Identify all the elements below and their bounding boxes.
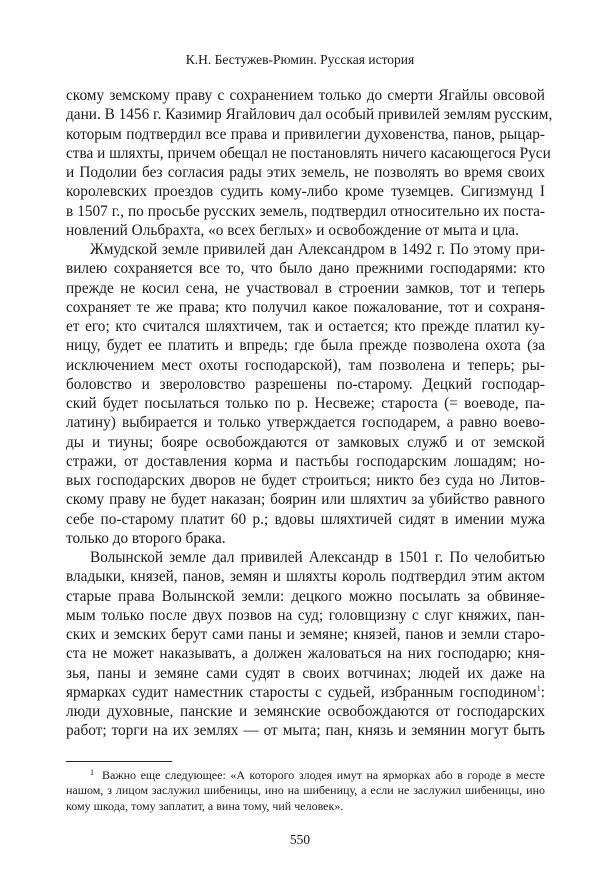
text-line (66, 683, 545, 702)
line-text: стражи, от доставления корма и пастьбы господарским лошадям; но- (66, 452, 545, 470)
text-line (66, 413, 545, 432)
text-line (66, 279, 545, 298)
line-text: себе по-старому платит 60 р.; вдовы шляхтичей сидят в имении мужа (66, 510, 545, 528)
footnote-number: 1 (90, 768, 94, 777)
running-header: К.Н. Бестужев-Рюмин. Русская история (185, 52, 415, 67)
text-line (66, 664, 545, 683)
line-text: скому земскому праву с сохранением только до смерти Ягайлы овсовой (66, 87, 545, 104)
paragraph (66, 86, 553, 240)
text-line (66, 606, 545, 625)
line-text: ский будет посылаться только по р. Несвеже; староста (= воеводе, па- (66, 395, 545, 412)
text-line (66, 702, 545, 721)
line-text: которым подтвердил все права и привилегии духовенства, панов, рыцар- (66, 125, 545, 143)
line-text: ства и шляхты, причем обещал не постановлять ничего касающегося Руси (66, 144, 551, 162)
line-text: ских и земских берут сами паны и земяне; князей, панов и земли старо- (66, 626, 545, 643)
line-text: Жмудской земле привилей дан Александром в 1492 г. По этому при- (90, 241, 545, 258)
line-text: старые права Волынской земли: децкого можно посылать за обвиняе- (66, 587, 545, 605)
text-line (66, 336, 545, 355)
footnote-text: кому шкода, тому заплатит, а вина тому, чий человек». (66, 799, 344, 813)
line-text: ницу, будет ее платить и впредь; где была прежде позволена охота (за (66, 337, 545, 355)
line-text: ста не может наказывать, а должен жаловаться на них господарю; кня- (66, 645, 545, 663)
text-line (66, 105, 553, 124)
footnote-line (66, 782, 545, 799)
text-line (66, 375, 545, 394)
text-line (66, 548, 545, 567)
line-text: владыки, князей, панов, земян и шляхты король подтвердил этим актом (66, 568, 545, 586)
text-line (66, 471, 545, 490)
footnote-marker[interactable]: 1 (536, 683, 541, 693)
line-text: Волынской земле дал привилей Александр в 1501 г. По челобитью (90, 549, 545, 566)
text-line (66, 221, 545, 240)
text-line (66, 433, 545, 452)
paragraph (66, 548, 545, 741)
text-line (66, 625, 545, 644)
line-text: только до второго брака. (66, 529, 226, 547)
footnote (66, 765, 545, 815)
line-text: сохраняет те же права; кто получил какое пожалование, тот и сохраня- (66, 298, 545, 316)
line-text: ды и тиуны; бояре освобождаются от замковых служб и от земской (66, 433, 545, 451)
text-line (66, 394, 545, 413)
footnote-text: нашом, з лицом заслужил шибеницы, ино на шибеницу, а если не заслужил шибеницы, ино (66, 782, 545, 797)
text-line (66, 163, 545, 182)
footnote-line (66, 765, 545, 782)
text-line (66, 202, 545, 221)
line-text: прежде не косил сена, не участвовал в строении замков, тот и теперь (66, 279, 545, 297)
line-text: латину) выбирается и только утверждается господарем, а равно воево- (66, 414, 545, 432)
text-line (66, 144, 551, 163)
line-text: новлений Ольбрахта, «о всех беглых» и освобождение от мыта и цла. (66, 221, 519, 239)
text-line (66, 567, 545, 586)
line-text: вых господарских дворов не будет строиться; никто без суда но Литов- (66, 472, 545, 489)
line-text: ет его; кто считался шляхтичем, так и остается; кто прежде платил ку- (66, 318, 545, 335)
page-number: 550 (289, 832, 311, 847)
text-line (66, 182, 545, 201)
text-line (66, 587, 545, 606)
line-text: вилею сохраняется все то, что было дано прежними господарями: кто (66, 260, 545, 278)
text-line (66, 529, 545, 548)
text-line (66, 644, 545, 663)
text-line (66, 298, 545, 317)
text-line (66, 452, 545, 471)
text-line (66, 86, 545, 105)
line-text: скому праву не будет наказан; боярин или шляхтич за убийство равного (66, 491, 545, 509)
line-text: люди духовные, панские и земянские освобождаются от господарских (66, 703, 545, 720)
text-line (66, 510, 545, 529)
line-text: королевских проездов судить кому-либо кроме туземцев. Сигизмунд I (66, 183, 545, 201)
text-line (66, 240, 545, 259)
punctuation: : (540, 683, 545, 701)
text-line (66, 125, 545, 144)
line-text: боловство и звероловство разрешены по-старому. Децкий господар- (66, 375, 545, 393)
footnote-text: Важно еще следующее: «А которого злодея имут на ярморках або в городе в месте (102, 768, 545, 782)
text-line (66, 721, 545, 740)
line-text: зья, паны и земяне сами судят в своих вотчинах; людей их даже на (66, 664, 545, 682)
line-text: мым только после двух позвов на суд; головщизну с слуг княжих, пан- (66, 606, 545, 624)
text-line (66, 490, 545, 509)
line-text: и Подолии без согласия рады этих земель, не позволять во время своих (66, 164, 545, 181)
line-text: дани. В 1456 г. Казимир Ягайлович дал особый привилей землям русским, (66, 106, 553, 124)
footnote-divider (66, 761, 172, 762)
body-text (66, 86, 553, 741)
text-line (66, 259, 545, 278)
footnote-line (66, 798, 545, 815)
paragraph (66, 240, 545, 548)
line-text: в 1507 г., по просьбе русских земель, подтвердил относительно их поста- (66, 202, 545, 220)
text-line (66, 356, 545, 375)
line-text: работ; торги на их землях — от мыта; пан, князь и земянин могут быть (66, 722, 545, 740)
text-line (66, 317, 545, 336)
line-text: ярмарках судит наместник старосты с судьей, избранным господином (66, 683, 537, 701)
line-text: исключением мест охоты господарской), там позволена и теперь; ры- (66, 356, 545, 374)
